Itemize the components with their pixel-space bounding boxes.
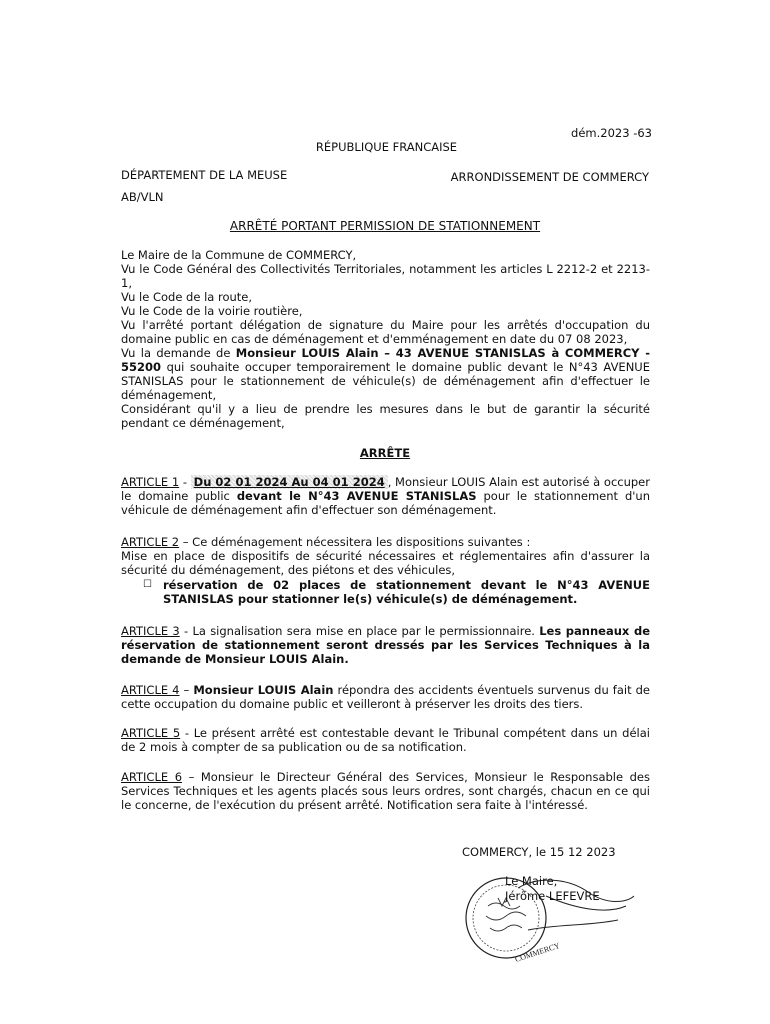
preamble-delegation: Vu l'arrêté portant délégation de signature du Maire pour les arrêtés d'occupation du domaine public en cas de déménagement et d'emménagement en date du 07 08 2023, [121,318,650,346]
place-and-date: COMMERCY, le 15 12 2023 [462,845,616,859]
preamble-cgct: Vu le Code Général des Collectivités Territoriales, notamment les articles L 2212-2 et 2213-1, [121,262,650,290]
article-2-label: ARTICLE 2 [121,535,180,549]
article-1-text-b: pour le stationnement d'un véhicule de déménagement afin d'effectuer son déménagement. [121,489,650,517]
stamp-lettering: COMMERCY [513,940,562,964]
article-3-label: ARTICLE 3 [121,624,180,638]
author-initials: AB/VLN [121,190,164,204]
article-3-bold-text: Les panneaux de réservation de stationnement seront dressés par les Services Techniques à la demande de Monsieur LOUIS Alain. [121,624,650,666]
article-2-intro: – Ce déménagement nécessitera les dispositions suivantes : [179,535,531,549]
arrete-heading: ARRÊTE [359,446,411,460]
article-2-text: Mise en place de dispositifs de sécurité nécessaires et réglementaires afin d'assurer la sécurité du déménagement, des piétons et des véhicules, [121,549,650,577]
article-1-label: ARTICLE 1 [121,475,180,489]
article-5-text: - Le présent arrêté est contestable devant le Tribunal compétent dans un délai de 2 mois à compter de sa publication ou de sa notification. [121,726,650,754]
list-item [143,578,650,606]
preamble-considering: Considérant qu'il y a lieu de prendre les mesures dans le but de garantir la sécurité pendant ce déménagement, [121,402,650,430]
article-4-label: ARTICLE 4 [121,683,180,697]
preamble-code-route: Vu le Code de la route, [121,290,253,304]
article-1-text-a: , Monsieur LOUIS Alain est autorisé à occuper le domaine public [121,475,650,503]
signatory-title: Le Maire, [505,874,558,888]
article-3-text: - La signalisation sera mise en place par le permissionnaire. [179,624,540,638]
article-2 [121,535,650,606]
article-1-sep: - [179,475,191,489]
article-1 [121,475,650,517]
arrondissement-label: ARRONDISSEMENT DE COMMERCY [450,170,649,184]
signatory-name: Jérôme LEFEVRE [505,889,600,903]
republic-heading: RÉPUBLIQUE FRANCAISE [315,140,458,154]
article-5-label: ARTICLE 5 [121,726,181,740]
checkbox-bullet-icon: ☐ [143,579,152,590]
requester-name-address: Monsieur LOUIS Alain – 43 AVENUE STANISLAS à COMMERCY - 55200 [121,346,651,374]
article-4 [121,683,650,711]
document-title: ARRÊTÉ PORTANT PERMISSION DE STATIONNEMENT [229,219,541,233]
article-4-text: répondra des accidents éventuels survenus du fait de cette occupation du domaine public et veilleront à préserver les droits des tiers. [121,683,651,711]
article-6 [121,770,650,812]
article-2-bullet-text: réservation de 02 places de stationnement devant le N°43 AVENUE STANISLAS pour stationner le(s) véhicule(s) de déménagement. [163,578,650,606]
preamble-code-voirie: Vu le Code de la voirie routière, [121,304,303,318]
department-label: DÉPARTEMENT DE LA MEUSE [121,168,288,182]
request-intro: Vu la demande de [121,346,236,360]
preamble-mayor: Le Maire de la Commune de COMMERCY, [121,248,357,262]
preamble [121,248,650,430]
article-4-name: Monsieur LOUIS Alain [193,683,334,697]
article-1-dates: Du 02 01 2024 Au 04 01 2024 [191,475,388,489]
article-5 [121,726,650,754]
article-6-text: – Monsieur le Directeur Général des Services, Monsieur le Responsable des Services Techniques et les agents placés sous leurs ordres, sont chargés, chacun en ce qui le concerne, de l'exécution du présent arrêté. Notification sera faite à l'intéressé. [121,770,650,812]
preamble-request [121,346,650,402]
document-reference: dém.2023 -63 [571,126,652,140]
article-1-address: devant le N°43 AVENUE STANISLAS [236,489,477,503]
article-6-label: ARTICLE 6 [121,770,183,784]
article-3 [121,624,650,666]
request-details: qui souhaite occuper temporairement le domaine public devant le N°43 AVENUE STANISLAS pour le stationnement de véhicule(s) de déménagement afin d'effectuer le déménagement, [121,360,650,402]
article-4-sep: – [179,683,194,697]
